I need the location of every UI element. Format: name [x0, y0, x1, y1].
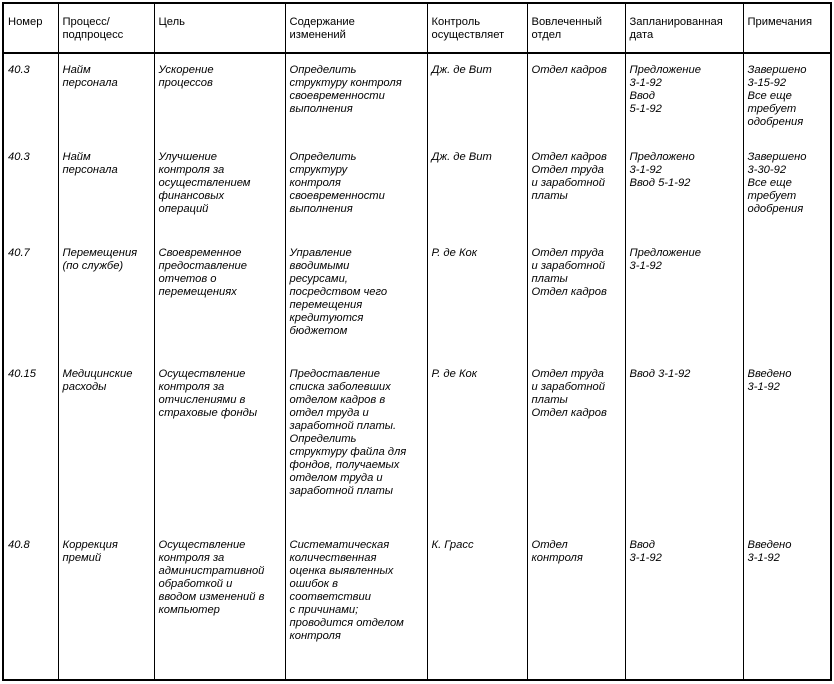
table-row [3, 53, 831, 141]
cell-date: Ввод 3-1-92 [625, 529, 743, 680]
cell-process: Найм персонала [58, 53, 154, 141]
cell-notes: Завершено 3-30-92 Все еще требует одобрения [743, 141, 831, 237]
cell-goal: Улучшение контроля за осуществлением финансовых операций [154, 141, 285, 237]
cell-control: Дж. де Вит [427, 141, 527, 237]
cell-content: Управление вводимыми ресурсами, посредством чего перемещения кредитуются бюджетом [285, 237, 427, 358]
cell-notes: Завершено 3-15-92 Все еще требует одобрения [743, 53, 831, 141]
header-content: Содержание изменений [285, 3, 427, 53]
cell-date: Предложение 3-1-92 [625, 237, 743, 358]
cell-number: 40.7 [8, 247, 30, 259]
header-row [3, 3, 831, 53]
cell-process: Перемещения (по службе) [58, 237, 154, 358]
cell-control: Дж. де Вит [427, 53, 527, 141]
cell-date: Предложение 3-1-92 Ввод 5-1-92 [625, 53, 743, 141]
cell-department: Отдел контроля [527, 529, 625, 680]
table-row [3, 529, 831, 680]
cell-number: 40.3 [8, 151, 30, 163]
cell-goal: Ускорение процессов [154, 53, 285, 141]
header-notes: Примечания [743, 3, 831, 53]
header-goal: Цель [154, 3, 285, 53]
cell-number: 40.3 [8, 64, 30, 76]
cell-number: 40.15 [8, 368, 36, 380]
cell-control: Р. де Кок [427, 358, 527, 529]
cell-department: Отдел кадров [527, 53, 625, 141]
cell-control: К. Грасс [427, 529, 527, 680]
cell-goal: Осуществление контроля за отчислениями в страховые фонды [154, 358, 285, 529]
cell-process: Найм персонала [58, 141, 154, 237]
header-process: Процесс/ подпроцесс [58, 3, 154, 53]
cell-process: Медицинские расходы [58, 358, 154, 529]
table-row [3, 358, 831, 529]
header-department: Вовлеченный отдел [527, 3, 625, 53]
cell-control: Р. де Кок [427, 237, 527, 358]
cell-content: Определить структуру контроля своевременности выполнения [285, 141, 427, 237]
header-control: Контроль осуществляет [427, 3, 527, 53]
header-number: Номер [3, 3, 58, 53]
cell-notes: Введено 3-1-92 [743, 358, 831, 529]
header-date: Запланированная дата [625, 3, 743, 53]
cell-date: Предложено 3-1-92 Ввод 5-1-92 [625, 141, 743, 237]
cell-goal: Осуществление контроля за административной обработкой и вводом изменений в компьютер [154, 529, 285, 680]
cell-content: Систематическая количественная оценка выявленных ошибок в соответствии с причинами; проводится отделом контроля [285, 529, 427, 680]
cell-notes [743, 237, 831, 358]
cell-department: Отдел кадров Отдел труда и заработной платы [527, 141, 625, 237]
cell-process: Коррекция премий [58, 529, 154, 680]
cell-department: Отдел труда и заработной платы Отдел кадров [527, 237, 625, 358]
cell-number: 40.8 [8, 539, 30, 551]
table-row [3, 141, 831, 237]
cell-content: Определить структуру контроля своевременности выполнения [285, 53, 427, 141]
cell-date: Ввод 3-1-92 [625, 358, 743, 529]
cell-notes: Введено 3-1-92 [743, 529, 831, 680]
cell-goal: Своевременное предоставление отчетов о перемещениях [154, 237, 285, 358]
change-control-table [2, 2, 832, 681]
table-row [3, 237, 831, 358]
cell-department: Отдел труда и заработной платы Отдел кадров [527, 358, 625, 529]
cell-content: Предоставление списка заболевших отделом кадров в отдел труда и заработной платы. Определить структуру файла для фондов, получаемых отделом труда и заработной платы [285, 358, 427, 529]
